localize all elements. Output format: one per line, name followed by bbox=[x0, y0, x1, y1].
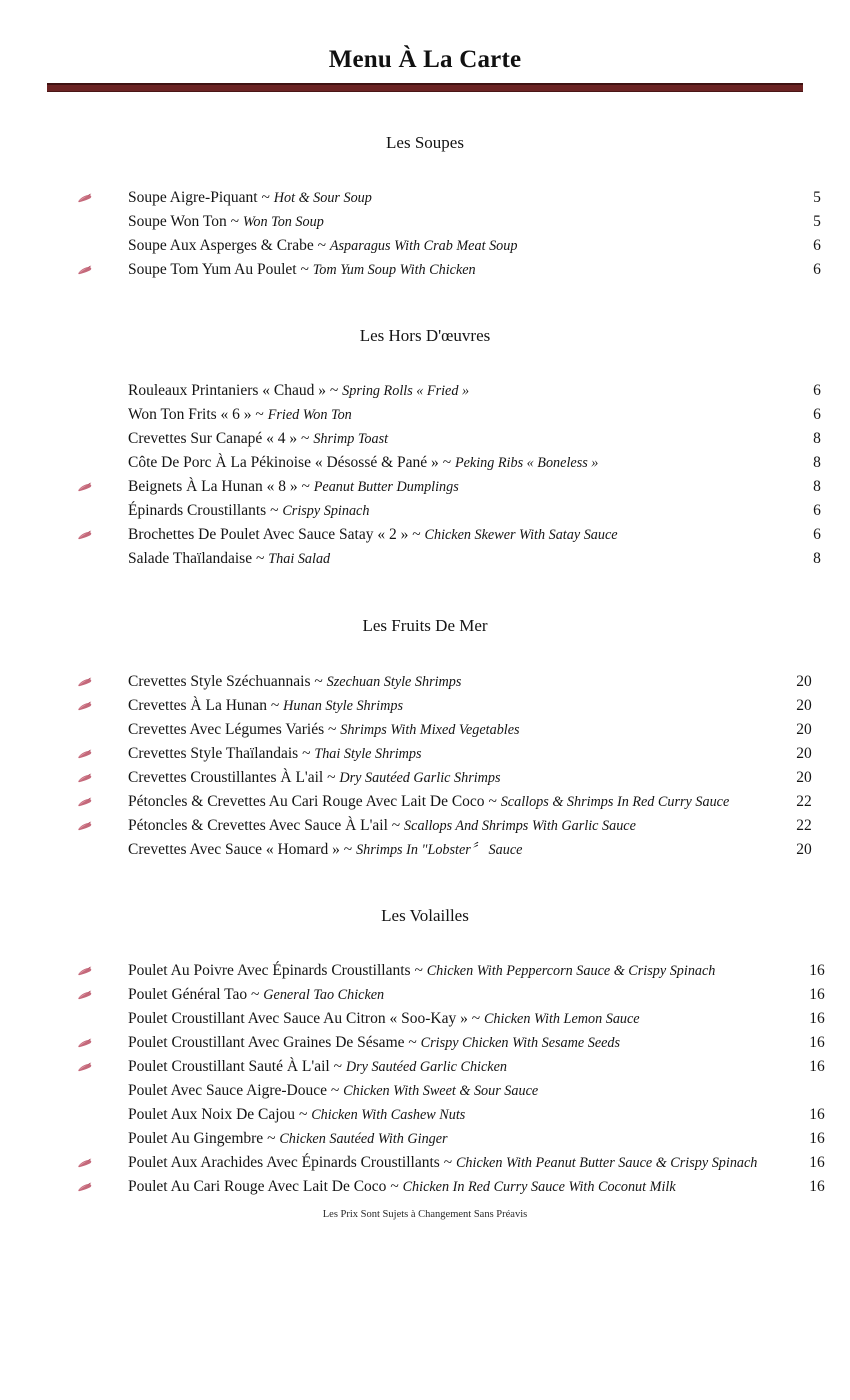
menu-item-name bbox=[128, 983, 784, 1007]
menu-item-name bbox=[128, 403, 784, 427]
menu-item-name-en: Dry Sautéed Garlic Shrimps bbox=[339, 769, 501, 786]
chili-pepper-icon bbox=[75, 700, 93, 712]
spice-marker-cell bbox=[0, 1079, 128, 1103]
name-separator: ~ bbox=[255, 550, 265, 568]
spice-marker-cell bbox=[0, 670, 128, 694]
menu-item-name bbox=[128, 814, 784, 838]
menu-item-price: 16 bbox=[809, 1010, 825, 1028]
menu-item-price: 16 bbox=[809, 1058, 825, 1076]
menu-item-name-en: Thai Salad bbox=[268, 551, 331, 568]
menu-item-row bbox=[0, 814, 850, 838]
menu-item-name-fr: Soupe Aigre-Piquant bbox=[128, 188, 258, 206]
menu-item-name-fr: Pétoncles & Crevettes Au Cari Rouge Avec Lait De Coco bbox=[128, 792, 485, 810]
menu-item-row bbox=[0, 379, 850, 403]
menu-item-row bbox=[0, 499, 850, 523]
menu-item-name-fr: Soupe Tom Yum Au Poulet bbox=[128, 260, 297, 278]
menu-item-name bbox=[128, 1103, 784, 1127]
menu-item-name bbox=[128, 790, 784, 814]
name-separator: ~ bbox=[408, 1034, 417, 1052]
menu-item-name-en: Hunan Style Shrimps bbox=[283, 697, 403, 714]
spice-marker-cell bbox=[0, 210, 128, 234]
name-separator: ~ bbox=[301, 478, 310, 496]
menu-item-price: 16 bbox=[809, 1130, 825, 1148]
spice-marker-cell bbox=[0, 186, 128, 210]
menu-item-row bbox=[0, 186, 850, 210]
menu-item-name-en: Thai Style Shrimps bbox=[314, 745, 422, 762]
chili-pepper-icon bbox=[75, 796, 93, 808]
menu-item-price: 20 bbox=[796, 744, 812, 762]
name-separator: ~ bbox=[343, 840, 353, 858]
name-separator: ~ bbox=[330, 1082, 340, 1100]
name-separator: ~ bbox=[333, 1058, 342, 1076]
name-separator: ~ bbox=[327, 768, 336, 786]
menu-item-name bbox=[128, 523, 784, 547]
spice-marker-cell bbox=[0, 379, 128, 403]
menu-item-price: 20 bbox=[796, 768, 812, 786]
menu-item-name-fr: Crevettes Style Thaïlandais bbox=[128, 744, 299, 762]
menu-item-name-fr: Crevettes À La Hunan bbox=[128, 696, 268, 714]
menu-item-name bbox=[128, 694, 784, 718]
menu-item-price: 6 bbox=[813, 502, 821, 520]
title-divider bbox=[47, 83, 803, 92]
menu-item-name-fr: Poulet Général Tao bbox=[128, 986, 248, 1004]
menu-item-row bbox=[0, 838, 850, 862]
section-heading: Les Soupes bbox=[386, 132, 464, 152]
spice-marker-cell bbox=[0, 547, 128, 571]
menu-item-name-en: Scallops And Shrimps With Garlic Sauce bbox=[404, 817, 636, 834]
menu-item-price bbox=[784, 1079, 850, 1103]
name-separator: ~ bbox=[255, 406, 264, 424]
menu-item-name bbox=[128, 1079, 784, 1103]
chili-pepper-icon bbox=[75, 676, 93, 688]
name-separator: ~ bbox=[328, 720, 337, 738]
menu-item-row bbox=[0, 959, 850, 983]
menu-item-name-fr: Poulet Au Poivre Avec Épinards Croustillants bbox=[128, 962, 411, 980]
name-separator: ~ bbox=[412, 526, 421, 544]
section-heading: Les Hors D'œuvres bbox=[359, 325, 491, 345]
menu-item-name bbox=[128, 210, 784, 234]
menu-item-price: 20 bbox=[796, 696, 812, 714]
name-separator: ~ bbox=[442, 454, 452, 472]
menu-item-name-en: Asparagus With Crab Meat Soup bbox=[329, 237, 518, 254]
menu-item-row bbox=[0, 1031, 850, 1055]
section-heading: Les Volailles bbox=[381, 905, 469, 925]
menu-item-row bbox=[0, 1007, 850, 1031]
menu-item-name bbox=[128, 186, 784, 210]
spice-marker-cell bbox=[0, 1175, 128, 1199]
menu-item-name-fr: Épinards Croustillants bbox=[128, 502, 267, 520]
menu-item-price: 16 bbox=[809, 962, 825, 980]
spice-marker-cell bbox=[0, 451, 128, 475]
spice-marker-cell bbox=[0, 1127, 128, 1151]
menu-item-row bbox=[0, 451, 850, 475]
menu-item-name-en: Crispy Chicken With Sesame Seeds bbox=[420, 1035, 621, 1052]
menu-item-row bbox=[0, 234, 850, 258]
menu-item-name-fr: Poulet Croustillant Sauté À L'ail bbox=[128, 1058, 330, 1076]
menu-item-name-en: Won Ton Soup bbox=[242, 213, 324, 230]
chili-pepper-icon bbox=[75, 820, 93, 832]
spice-marker-cell bbox=[0, 234, 128, 258]
menu-item-list bbox=[0, 379, 850, 571]
menu-item-row bbox=[0, 547, 850, 571]
name-separator: ~ bbox=[270, 502, 279, 520]
menu-section bbox=[0, 571, 850, 861]
menu-item-price: 8 bbox=[813, 454, 821, 472]
menu-item-name bbox=[128, 838, 784, 862]
menu-item-name-en: Chicken With Peppercorn Sauce & Crispy Spinach bbox=[426, 963, 716, 980]
menu-item-price: 6 bbox=[813, 406, 821, 424]
menu-item-name-en: Tom Yum Soup With Chicken bbox=[312, 261, 476, 278]
spice-marker-cell bbox=[0, 983, 128, 1007]
name-separator: ~ bbox=[317, 236, 326, 254]
menu-item-row bbox=[0, 718, 850, 742]
menu-item-name-fr: Côte De Porc À La Pékinoise « Désossé & Pané » bbox=[128, 454, 439, 472]
menu-section bbox=[0, 92, 850, 282]
menu-item-name bbox=[128, 742, 784, 766]
menu-item-name-en: Spring Rolls « Fried » bbox=[342, 383, 470, 400]
menu-item-name-en: Shrimps In "Lobster〞 Sauce bbox=[356, 841, 523, 858]
menu-item-name-fr: Rouleaux Printaniers « Chaud » bbox=[128, 382, 327, 400]
spice-marker-cell bbox=[0, 475, 128, 499]
menu-item-row bbox=[0, 790, 850, 814]
chili-pepper-icon bbox=[75, 1061, 93, 1073]
menu-item-name-fr: Won Ton Frits « 6 » bbox=[128, 406, 252, 424]
menu-item-name-en: Shrimps With Mixed Vegetables bbox=[340, 721, 520, 738]
menu-item-name-en: Fried Won Ton bbox=[267, 407, 352, 424]
spice-marker-cell bbox=[0, 742, 128, 766]
chili-pepper-icon bbox=[75, 1157, 93, 1169]
menu-item-name-fr: Poulet Croustillant Avec Sauce Au Citron « Soo-Kay » bbox=[128, 1010, 468, 1028]
menu-item-row bbox=[0, 427, 850, 451]
menu-item-row bbox=[0, 742, 850, 766]
menu-item-row bbox=[0, 403, 850, 427]
menu-item-name-fr: Pétoncles & Crevettes Avec Sauce À L'ail bbox=[128, 816, 388, 834]
menu-item-price: 20 bbox=[796, 840, 812, 858]
menu-item-row bbox=[0, 523, 850, 547]
spice-marker-cell bbox=[0, 694, 128, 718]
name-separator: ~ bbox=[298, 1106, 308, 1124]
menu-item-price: 8 bbox=[813, 478, 821, 496]
menu-item-name-fr: Brochettes De Poulet Avec Sauce Satay « 2 » bbox=[128, 526, 409, 544]
menu-item-name bbox=[128, 1031, 784, 1055]
menu-item-name-fr: Poulet Aux Noix De Cajou bbox=[128, 1106, 296, 1124]
name-separator: ~ bbox=[391, 816, 401, 834]
price-disclaimer: Les Prix Sont Sujets à Changement Sans Préavis bbox=[322, 1209, 528, 1221]
name-separator: ~ bbox=[443, 1154, 453, 1172]
name-separator: ~ bbox=[414, 962, 423, 980]
menu-item-name-fr: Poulet Au Cari Rouge Avec Lait De Coco bbox=[128, 1178, 387, 1196]
chili-pepper-icon bbox=[75, 529, 93, 541]
menu-item-name bbox=[128, 475, 784, 499]
menu-item-row bbox=[0, 475, 850, 499]
chili-pepper-icon bbox=[75, 481, 93, 493]
menu-item-name bbox=[128, 1151, 784, 1175]
spice-marker-cell bbox=[0, 1103, 128, 1127]
spice-marker-cell bbox=[0, 718, 128, 742]
menu-item-name bbox=[128, 379, 784, 403]
name-separator: ~ bbox=[488, 792, 497, 810]
menu-item-price: 6 bbox=[813, 526, 821, 544]
menu-item-row bbox=[0, 670, 850, 694]
spice-marker-cell bbox=[0, 1007, 128, 1031]
menu-item-price: 5 bbox=[813, 188, 821, 206]
menu-item-name-en: Szechuan Style Shrimps bbox=[326, 673, 462, 690]
menu-item-name-en: Chicken With Peanut Butter Sauce & Crispy Spinach bbox=[455, 1155, 758, 1172]
menu-item-row bbox=[0, 1055, 850, 1079]
menu-item-name-fr: Poulet Aux Arachides Avec Épinards Croustillants bbox=[128, 1154, 440, 1172]
menu-item-name bbox=[128, 766, 784, 790]
name-separator: ~ bbox=[300, 260, 309, 278]
section-heading: Les Fruits De Mer bbox=[362, 616, 488, 636]
menu-item-name-fr: Crevettes Croustillantes À L'ail bbox=[128, 768, 324, 786]
menu-item-list bbox=[0, 186, 850, 282]
menu-item-name-fr: Salade Thaïlandaise bbox=[128, 550, 253, 568]
menu-item-list bbox=[0, 959, 850, 1199]
name-separator: ~ bbox=[302, 744, 311, 762]
menu-item-name-en: Scallops & Shrimps In Red Curry Sauce bbox=[500, 793, 730, 810]
menu-item-row bbox=[0, 1151, 850, 1175]
chili-pepper-icon bbox=[75, 748, 93, 760]
menu-sections bbox=[0, 92, 850, 1200]
spice-marker-cell bbox=[0, 403, 128, 427]
title-block bbox=[0, 0, 850, 92]
menu-item-price: 6 bbox=[813, 382, 821, 400]
menu-item-name-fr: Crevettes Avec Sauce « Homard » bbox=[128, 840, 340, 858]
menu-item-price: 16 bbox=[809, 986, 825, 1004]
name-separator: ~ bbox=[230, 212, 239, 230]
menu-item-name-fr: Crevettes Style Széchuannais bbox=[128, 672, 311, 690]
menu-item-name bbox=[128, 1055, 784, 1079]
menu-item-name bbox=[128, 959, 784, 983]
menu-item-name bbox=[128, 234, 784, 258]
name-separator: ~ bbox=[267, 1130, 276, 1148]
menu-item-name-fr: Soupe Aux Asperges & Crabe bbox=[128, 236, 314, 254]
chili-pepper-icon bbox=[75, 989, 93, 1001]
menu-item-name-fr: Crevettes Avec Légumes Variés bbox=[128, 720, 325, 738]
menu-item-row bbox=[0, 1127, 850, 1151]
menu-item-price: 6 bbox=[813, 236, 821, 254]
menu-item-name-en: Chicken With Sweet & Sour Sauce bbox=[343, 1083, 539, 1100]
chili-pepper-icon bbox=[75, 264, 93, 276]
menu-item-list bbox=[0, 670, 850, 862]
name-separator: ~ bbox=[329, 382, 339, 400]
name-separator: ~ bbox=[471, 1010, 481, 1028]
menu-item-price: 16 bbox=[809, 1106, 825, 1124]
menu-item-name bbox=[128, 1175, 784, 1199]
menu-item-name-fr: Poulet Au Gingembre bbox=[128, 1130, 264, 1148]
menu-item-price: 22 bbox=[796, 792, 812, 810]
menu-item-row bbox=[0, 1103, 850, 1127]
menu-item-price: 20 bbox=[796, 720, 812, 738]
chili-pepper-icon bbox=[75, 192, 93, 204]
menu-item-price: 16 bbox=[809, 1034, 825, 1052]
spice-marker-cell bbox=[0, 427, 128, 451]
menu-item-name-en: Peanut Butter Dumplings bbox=[313, 479, 459, 496]
menu-item-price: 16 bbox=[809, 1178, 825, 1196]
page-title: Menu À La Carte bbox=[328, 46, 522, 73]
spice-marker-cell bbox=[0, 1031, 128, 1055]
menu-item-name-en: Dry Sautéed Garlic Chicken bbox=[345, 1059, 507, 1076]
menu-item-name-en: Crispy Spinach bbox=[282, 503, 370, 520]
menu-item-name bbox=[128, 499, 784, 523]
menu-item-price: 22 bbox=[796, 816, 812, 834]
menu-item-row bbox=[0, 694, 850, 718]
chili-pepper-icon bbox=[75, 965, 93, 977]
menu-section bbox=[0, 282, 850, 571]
chili-pepper-icon bbox=[75, 772, 93, 784]
spice-marker-cell bbox=[0, 838, 128, 862]
spice-marker-cell bbox=[0, 1151, 128, 1175]
menu-item-price: 8 bbox=[813, 550, 821, 568]
name-separator: ~ bbox=[301, 430, 310, 448]
spice-marker-cell bbox=[0, 523, 128, 547]
spice-marker-cell bbox=[0, 258, 128, 282]
menu-item-row bbox=[0, 766, 850, 790]
menu-item-name bbox=[128, 718, 784, 742]
name-separator: ~ bbox=[314, 672, 323, 690]
chili-pepper-icon bbox=[75, 1181, 93, 1193]
menu-item-row bbox=[0, 210, 850, 234]
menu-section bbox=[0, 862, 850, 1199]
menu-item-row bbox=[0, 983, 850, 1007]
menu-item-name-en: Shrimp Toast bbox=[313, 431, 389, 448]
menu-item-name-en: Chicken Sautéed With Ginger bbox=[279, 1131, 448, 1148]
menu-item-name bbox=[128, 1127, 784, 1151]
menu-item-name-fr: Soupe Won Ton bbox=[128, 212, 227, 230]
menu-item-name bbox=[128, 427, 784, 451]
menu-item-price: 5 bbox=[813, 212, 821, 230]
chili-pepper-icon bbox=[75, 1037, 93, 1049]
menu-item-name bbox=[128, 670, 784, 694]
menu-item-row bbox=[0, 1175, 850, 1199]
menu-item-name-fr: Crevettes Sur Canapé « 4 » bbox=[128, 430, 298, 448]
menu-item-name-en: Chicken With Lemon Sauce bbox=[483, 1011, 640, 1028]
spice-marker-cell bbox=[0, 790, 128, 814]
menu-item-name bbox=[128, 451, 784, 475]
spice-marker-cell bbox=[0, 499, 128, 523]
menu-item-name-fr: Beignets À La Hunan « 8 » bbox=[128, 478, 298, 496]
menu-item-name-en: Peking Ribs « Boneless » bbox=[454, 455, 599, 472]
menu-item-price: 6 bbox=[813, 260, 821, 278]
menu-item-name-fr: Poulet Croustillant Avec Graines De Sésame bbox=[128, 1034, 405, 1052]
menu-item-name bbox=[128, 547, 784, 571]
spice-marker-cell bbox=[0, 814, 128, 838]
name-separator: ~ bbox=[251, 986, 260, 1004]
menu-item-row bbox=[0, 258, 850, 282]
spice-marker-cell bbox=[0, 766, 128, 790]
menu-item-price: 8 bbox=[813, 430, 821, 448]
menu-item-row bbox=[0, 1079, 850, 1103]
menu-item-name bbox=[128, 1007, 784, 1031]
menu-item-price: 16 bbox=[809, 1154, 825, 1172]
menu-item-name-en: Chicken Skewer With Satay Sauce bbox=[424, 527, 618, 544]
spice-marker-cell bbox=[0, 959, 128, 983]
menu-item-price: 20 bbox=[796, 672, 812, 690]
menu-item-name-en: General Tao Chicken bbox=[263, 987, 385, 1004]
menu-item-name-en: Chicken With Cashew Nuts bbox=[311, 1107, 466, 1124]
menu-item-name-en: Chicken In Red Curry Sauce With Coconut Milk bbox=[402, 1179, 676, 1196]
name-separator: ~ bbox=[270, 696, 280, 714]
menu-item-name-fr: Poulet Avec Sauce Aigre-Douce bbox=[128, 1082, 327, 1100]
menu-item-name-en: Hot & Sour Soup bbox=[273, 189, 372, 206]
name-separator: ~ bbox=[390, 1178, 399, 1196]
menu-item-name bbox=[128, 258, 784, 282]
name-separator: ~ bbox=[261, 188, 270, 206]
spice-marker-cell bbox=[0, 1055, 128, 1079]
